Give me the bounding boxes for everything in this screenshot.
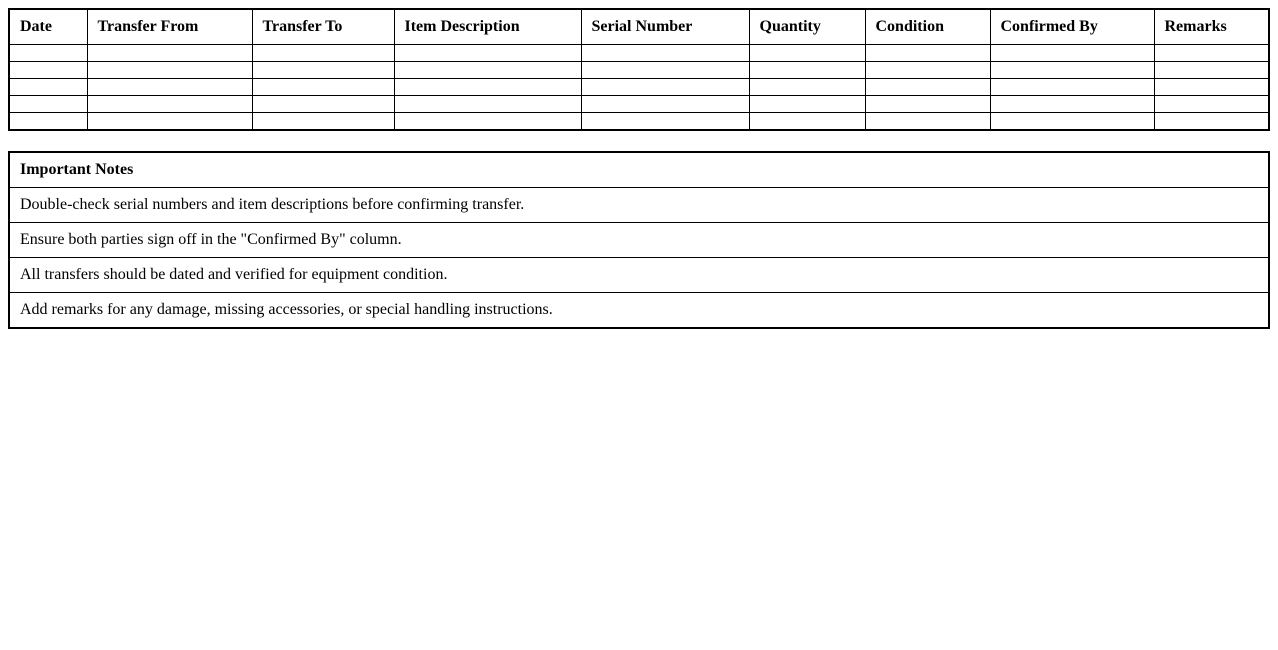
empty-cell [1154, 62, 1269, 79]
empty-cell [87, 79, 252, 96]
col-header-condition: Condition [865, 9, 990, 45]
empty-cell [394, 96, 581, 113]
empty-cell [865, 62, 990, 79]
empty-cell [9, 113, 87, 131]
empty-cell [1154, 113, 1269, 131]
empty-cell [581, 45, 749, 62]
note-row [9, 223, 1269, 258]
empty-cell [252, 79, 394, 96]
empty-cell [749, 45, 865, 62]
notes-title: Important Notes [9, 152, 1269, 188]
empty-cell [581, 96, 749, 113]
empty-cell [990, 113, 1154, 131]
col-header-quantity: Quantity [749, 9, 865, 45]
col-header-date: Date [9, 9, 87, 45]
note-row [9, 293, 1269, 329]
empty-cell [749, 113, 865, 131]
col-header-remarks: Remarks [1154, 9, 1269, 45]
col-header-transfer-to: Transfer To [252, 9, 394, 45]
notes-title-row [9, 152, 1269, 188]
empty-cell [87, 113, 252, 131]
empty-cell [990, 79, 1154, 96]
empty-log-row [9, 45, 1269, 62]
empty-cell [1154, 79, 1269, 96]
note-row [9, 258, 1269, 293]
empty-cell [865, 96, 990, 113]
empty-cell [990, 62, 1154, 79]
empty-cell [87, 96, 252, 113]
empty-cell [865, 79, 990, 96]
empty-log-row [9, 79, 1269, 96]
empty-cell [581, 113, 749, 131]
empty-cell [990, 45, 1154, 62]
empty-cell [581, 62, 749, 79]
empty-cell [9, 45, 87, 62]
equipment-transfer-log-table [8, 8, 1270, 131]
empty-log-row [9, 96, 1269, 113]
empty-cell [9, 79, 87, 96]
empty-log-row [9, 62, 1269, 79]
empty-cell [1154, 45, 1269, 62]
empty-cell [581, 79, 749, 96]
empty-cell [9, 62, 87, 79]
note-row [9, 188, 1269, 223]
empty-cell [394, 79, 581, 96]
col-header-item-description: Item Description [394, 9, 581, 45]
note-item: Ensure both parties sign off in the "Confirmed By" column. [9, 223, 1269, 258]
empty-cell [749, 96, 865, 113]
empty-cell [394, 62, 581, 79]
empty-cell [749, 62, 865, 79]
note-item: Add remarks for any damage, missing accessories, or special handling instructions. [9, 293, 1269, 329]
empty-cell [87, 45, 252, 62]
empty-cell [252, 45, 394, 62]
col-header-transfer-from: Transfer From [87, 9, 252, 45]
col-header-confirmed-by: Confirmed By [990, 9, 1154, 45]
col-header-serial-number: Serial Number [581, 9, 749, 45]
note-item: Double-check serial numbers and item descriptions before confirming transfer. [9, 188, 1269, 223]
empty-cell [749, 79, 865, 96]
important-notes-table [8, 151, 1270, 329]
empty-cell [1154, 96, 1269, 113]
empty-cell [394, 113, 581, 131]
empty-cell [9, 96, 87, 113]
empty-cell [990, 96, 1154, 113]
empty-cell [865, 45, 990, 62]
empty-cell [252, 62, 394, 79]
note-item: All transfers should be dated and verified for equipment condition. [9, 258, 1269, 293]
empty-cell [87, 62, 252, 79]
empty-cell [252, 96, 394, 113]
empty-log-row [9, 113, 1269, 131]
empty-cell [865, 113, 990, 131]
header-row [9, 9, 1269, 45]
empty-cell [252, 113, 394, 131]
empty-cell [394, 45, 581, 62]
